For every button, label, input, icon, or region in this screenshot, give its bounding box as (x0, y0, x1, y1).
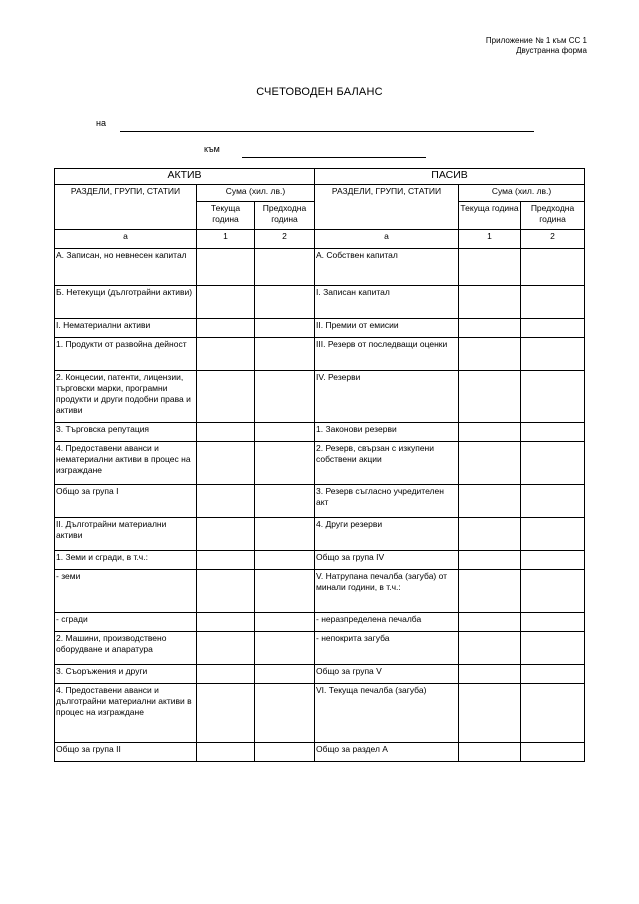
date-on-field[interactable] (120, 131, 534, 132)
pasiv-current-year-cell[interactable] (459, 338, 521, 371)
table-row (55, 338, 585, 371)
aktiv-current-year-cell[interactable] (197, 338, 255, 371)
table-row (55, 485, 585, 518)
pasiv-current-year-cell[interactable] (459, 518, 521, 551)
date-to-field[interactable] (242, 157, 426, 158)
aktiv-previous-year-cell[interactable] (255, 286, 315, 319)
row-label-pasiv: - неразпределена печалба (315, 613, 459, 632)
pasiv-previous-year-cell[interactable] (521, 613, 585, 632)
pasiv-previous-year-cell[interactable] (521, 286, 585, 319)
row-label-aktiv: I. Нематериални активи (55, 319, 197, 338)
aktiv-current-year-cell[interactable] (197, 551, 255, 570)
aktiv-current-year-cell[interactable] (197, 249, 255, 286)
aktiv-header: АКТИВ (55, 169, 315, 185)
page-title: СЧЕТОВОДЕН БАЛАНС (256, 86, 383, 98)
table-row (55, 249, 585, 286)
aktiv-previous-year-cell[interactable] (255, 518, 315, 551)
appendix-line-1: Приложение № 1 към СС 1 (485, 36, 587, 45)
table-row (55, 319, 585, 338)
row-label-pasiv: II. Премии от емисии (315, 319, 459, 338)
row-label-aktiv: 1. Продукти от развойна дейност (55, 338, 197, 371)
table-row (55, 570, 585, 613)
row-label-pasiv: VI. Текуща печалба (загуба) (315, 684, 459, 743)
aktiv-current-year-cell[interactable] (197, 371, 255, 423)
pasiv-previous-year-cell[interactable] (521, 319, 585, 338)
table-row (55, 665, 585, 684)
pasiv-previous-year-cell[interactable] (521, 684, 585, 743)
row-label-pasiv: 4. Други резерви (315, 518, 459, 551)
pasiv-current-year-cell[interactable] (459, 613, 521, 632)
balance-rows (55, 249, 585, 762)
table-row (55, 613, 585, 632)
table-row (55, 632, 585, 665)
row-label-aktiv: А. Записан, но невнесен капитал (55, 249, 197, 286)
pasiv-header: ПАСИВ (315, 169, 585, 185)
aktiv-previous-year-cell[interactable] (255, 249, 315, 286)
balance-table (54, 168, 585, 762)
row-label-aktiv: - земи (55, 570, 197, 613)
row-label-aktiv: Общо за група II (55, 743, 197, 762)
pasiv-current-year-cell[interactable] (459, 442, 521, 485)
row-label-aktiv: 4. Предоставени аванси и нематериални активи в процес на изграждане (55, 442, 197, 485)
row-label-pasiv: Общо за група IV (315, 551, 459, 570)
appendix-line-2: Двустранна форма (516, 46, 587, 55)
pasiv-current-year-cell[interactable] (459, 551, 521, 570)
aktiv-previous-year-cell[interactable] (255, 319, 315, 338)
aktiv-current-year-header: Текуща година (197, 202, 255, 230)
table-row (55, 442, 585, 485)
col-label-2: 2 (521, 230, 585, 249)
aktiv-sections-header: РАЗДЕЛИ, ГРУПИ, СТАТИИ (55, 185, 197, 230)
date-on-label: на (96, 118, 106, 128)
aktiv-previous-year-cell[interactable] (255, 423, 315, 442)
pasiv-previous-year-cell[interactable] (521, 249, 585, 286)
aktiv-previous-year-cell[interactable] (255, 371, 315, 423)
aktiv-current-year-cell[interactable] (197, 518, 255, 551)
table-row (55, 423, 585, 442)
aktiv-previous-year-cell[interactable] (255, 338, 315, 371)
row-label-pasiv: Общо за раздел А (315, 743, 459, 762)
aktiv-current-year-cell[interactable] (197, 570, 255, 613)
row-label-pasiv: 3. Резерв съгласно учредителен акт (315, 485, 459, 518)
row-label-aktiv: 4. Предоставени аванси и дълготрайни материални активи в процес на изграждане (55, 684, 197, 743)
aktiv-current-year-cell[interactable] (197, 684, 255, 743)
aktiv-previous-year-cell[interactable] (255, 613, 315, 632)
pasiv-current-year-cell[interactable] (459, 570, 521, 613)
aktiv-current-year-cell[interactable] (197, 286, 255, 319)
row-label-pasiv: 1. Законови резерви (315, 423, 459, 442)
pasiv-previous-year-cell[interactable] (521, 423, 585, 442)
row-label-pasiv: V. Натрупана печалба (загуба) от минали години, в т.ч.: (315, 570, 459, 613)
aktiv-current-year-cell[interactable] (197, 665, 255, 684)
pasiv-current-year-cell[interactable] (459, 423, 521, 442)
row-label-pasiv: IV. Резерви (315, 371, 459, 423)
pasiv-previous-year-cell[interactable] (521, 518, 585, 551)
table-row (55, 286, 585, 319)
aktiv-current-year-cell[interactable] (197, 613, 255, 632)
pasiv-previous-year-cell[interactable] (521, 338, 585, 371)
aktiv-current-year-cell[interactable] (197, 442, 255, 485)
row-label-aktiv: 3. Търговска репутация (55, 423, 197, 442)
col-label-1: 1 (197, 230, 255, 249)
pasiv-previous-year-cell[interactable] (521, 570, 585, 613)
aktiv-current-year-cell[interactable] (197, 423, 255, 442)
pasiv-previous-year-cell[interactable] (521, 743, 585, 762)
table-row (55, 518, 585, 551)
aktiv-previous-year-cell[interactable] (255, 684, 315, 743)
date-to-label: към (204, 144, 220, 154)
aktiv-previous-year-cell[interactable] (255, 665, 315, 684)
row-label-aktiv: 3. Съоръжения и други (55, 665, 197, 684)
row-label-aktiv: 1. Земи и сгради, в т.ч.: (55, 551, 197, 570)
appendix-note (486, 36, 587, 56)
row-label-pasiv: I. Записан капитал (315, 286, 459, 319)
col-label-2: 2 (255, 230, 315, 249)
row-label-aktiv: 2. Концесии, патенти, лицензии, търговски марки, програмни продукти и други подобни права и активи (55, 371, 197, 423)
aktiv-previous-year-cell[interactable] (255, 485, 315, 518)
pasiv-current-year-cell[interactable] (459, 485, 521, 518)
col-label-a: а (315, 230, 459, 249)
row-label-aktiv: Б. Нетекущи (дълготрайни активи) (55, 286, 197, 319)
aktiv-previous-year-header: Предходна година (255, 202, 315, 230)
pasiv-current-year-cell[interactable] (459, 665, 521, 684)
row-label-pasiv: 2. Резерв, свързан с изкупени собствени акции (315, 442, 459, 485)
pasiv-current-year-header: Текуща година (459, 202, 521, 230)
pasiv-previous-year-cell[interactable] (521, 371, 585, 423)
pasiv-current-year-cell[interactable] (459, 286, 521, 319)
pasiv-previous-year-cell[interactable] (521, 632, 585, 665)
pasiv-previous-year-cell[interactable] (521, 551, 585, 570)
pasiv-previous-year-cell[interactable] (521, 485, 585, 518)
aktiv-previous-year-cell[interactable] (255, 570, 315, 613)
col-label-a: а (55, 230, 197, 249)
pasiv-current-year-cell[interactable] (459, 371, 521, 423)
pasiv-current-year-cell[interactable] (459, 319, 521, 338)
row-label-pasiv: А. Собствен капитал (315, 249, 459, 286)
table-row (55, 371, 585, 423)
pasiv-sections-header: РАЗДЕЛИ, ГРУПИ, СТАТИИ (315, 185, 459, 230)
pasiv-current-year-cell[interactable] (459, 249, 521, 286)
pasiv-previous-year-cell[interactable] (521, 442, 585, 485)
aktiv-previous-year-cell[interactable] (255, 551, 315, 570)
row-label-pasiv: Общо за група V (315, 665, 459, 684)
pasiv-current-year-cell[interactable] (459, 743, 521, 762)
aktiv-current-year-cell[interactable] (197, 485, 255, 518)
pasiv-sum-header: Сума (хил. лв.) (459, 185, 585, 202)
aktiv-current-year-cell[interactable] (197, 743, 255, 762)
row-label-aktiv: - сгради (55, 613, 197, 632)
row-label-aktiv: II. Дълготрайни материални активи (55, 518, 197, 551)
pasiv-current-year-cell[interactable] (459, 632, 521, 665)
aktiv-current-year-cell[interactable] (197, 632, 255, 665)
aktiv-sum-header: Сума (хил. лв.) (197, 185, 315, 202)
col-label-1: 1 (459, 230, 521, 249)
pasiv-current-year-cell[interactable] (459, 684, 521, 743)
table-row (55, 551, 585, 570)
row-label-aktiv: Общо за група I (55, 485, 197, 518)
pasiv-previous-year-cell[interactable] (521, 665, 585, 684)
aktiv-previous-year-cell[interactable] (255, 442, 315, 485)
table-row (55, 743, 585, 762)
row-label-pasiv: - непокрита загуба (315, 632, 459, 665)
row-label-pasiv: III. Резерв от последващи оценки (315, 338, 459, 371)
row-label-aktiv: 2. Машини, производствено оборудване и апаратура (55, 632, 197, 665)
aktiv-previous-year-cell[interactable] (255, 743, 315, 762)
pasiv-previous-year-header: Предходна година (521, 202, 585, 230)
aktiv-previous-year-cell[interactable] (255, 632, 315, 665)
aktiv-current-year-cell[interactable] (197, 319, 255, 338)
table-row (55, 684, 585, 743)
